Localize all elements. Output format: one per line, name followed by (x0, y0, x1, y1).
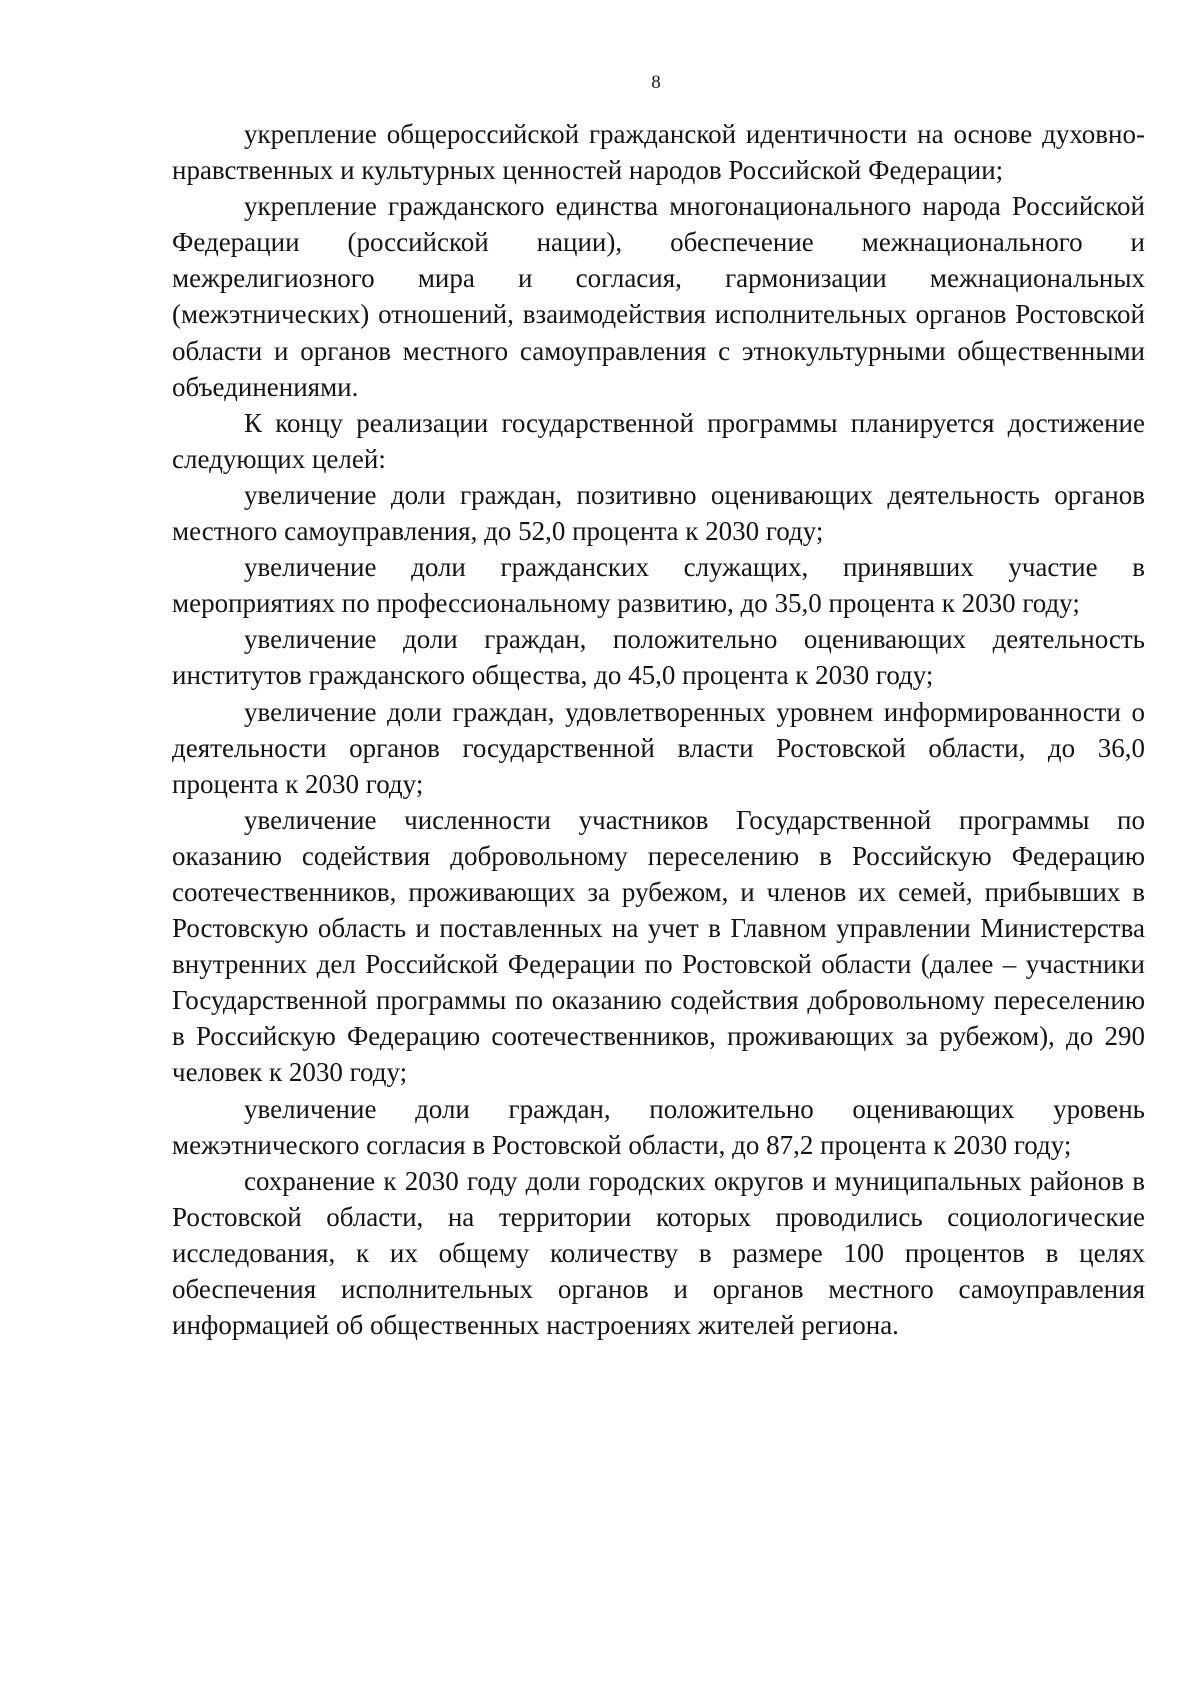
page-number: 8 (651, 72, 661, 93)
document-body (172, 116, 1145, 1343)
paragraph-goal-local-government: увеличение доли граждан, позитивно оценивающих деятельность органов местного самоуправления, до 52,0 процента к 2030 году; (172, 479, 1145, 547)
paragraph-goal-informedness: увеличение доли граждан, удовлетворенных уровнем информированности о деятельности органов государственной власти Ростовской области, до 36,0 процента к 2030 году; (172, 696, 1145, 799)
paragraph-goal-civil-servants: увеличение доли гражданских служащих, принявших участие в мероприятиях по профессиональному развитию, до 35,0 процента к 2030 году; (172, 552, 1145, 619)
paragraph-goal-resettlement: увеличение численности участников Государственной программы по оказанию содействия добровольному переселению в Российскую Федерацию соотечественников, проживающих за рубежом, и членов их семей, прибывших в Ростовскую область и поставленных на учет в Главном управлении Министерства внутренних дел Российской Федерации по Ростовской области (далее – участники Государственной программы по оказанию содействия добровольному переселению в Российскую Федерацию соотечественников, проживающих за рубежом), до 290 человек к 2030 году; (172, 804, 1145, 1088)
paragraph-unity: укрепление гражданского единства многонационального народа Российской Федерации (российской нации), обеспечение межнационального и межрелигиозного мира и согласия, гармонизации межнациональных (межэтнических) отношений, взаимодействия исполнительных органов Ростовской области и органов местного самоуправления с этнокультурными общественными объединениями. (172, 191, 1145, 402)
paragraph-identity: укрепление общероссийской гражданской идентичности на основе духовно-нравственных и культурных ценностей народов Российской Федерации; (172, 119, 1145, 186)
paragraph-goal-civil-society: увеличение доли граждан, положительно оценивающих деятельность институтов гражданского общества, до 45,0 процента к 2030 году; (172, 624, 1145, 691)
paragraph-goals-intro: К концу реализации государственной программы планируется достижение следующих целей: (172, 407, 1145, 474)
paragraph-goal-sociological-research: сохранение к 2030 году доли городских округов и муниципальных районов в Ростовской области, на территории которых проводились социологические исследования, к их общему количеству в размере 100 процентов в целях обеспечения исполнительных органов и органов местного самоуправления информацией об общественных настроениях жителей региона. (172, 1165, 1145, 1341)
paragraph-goal-interethnic-harmony: увеличение доли граждан, положительно оценивающих уровень межэтнического согласия в Ростовской области, до 87,2 процента к 2030 году; (172, 1093, 1145, 1160)
